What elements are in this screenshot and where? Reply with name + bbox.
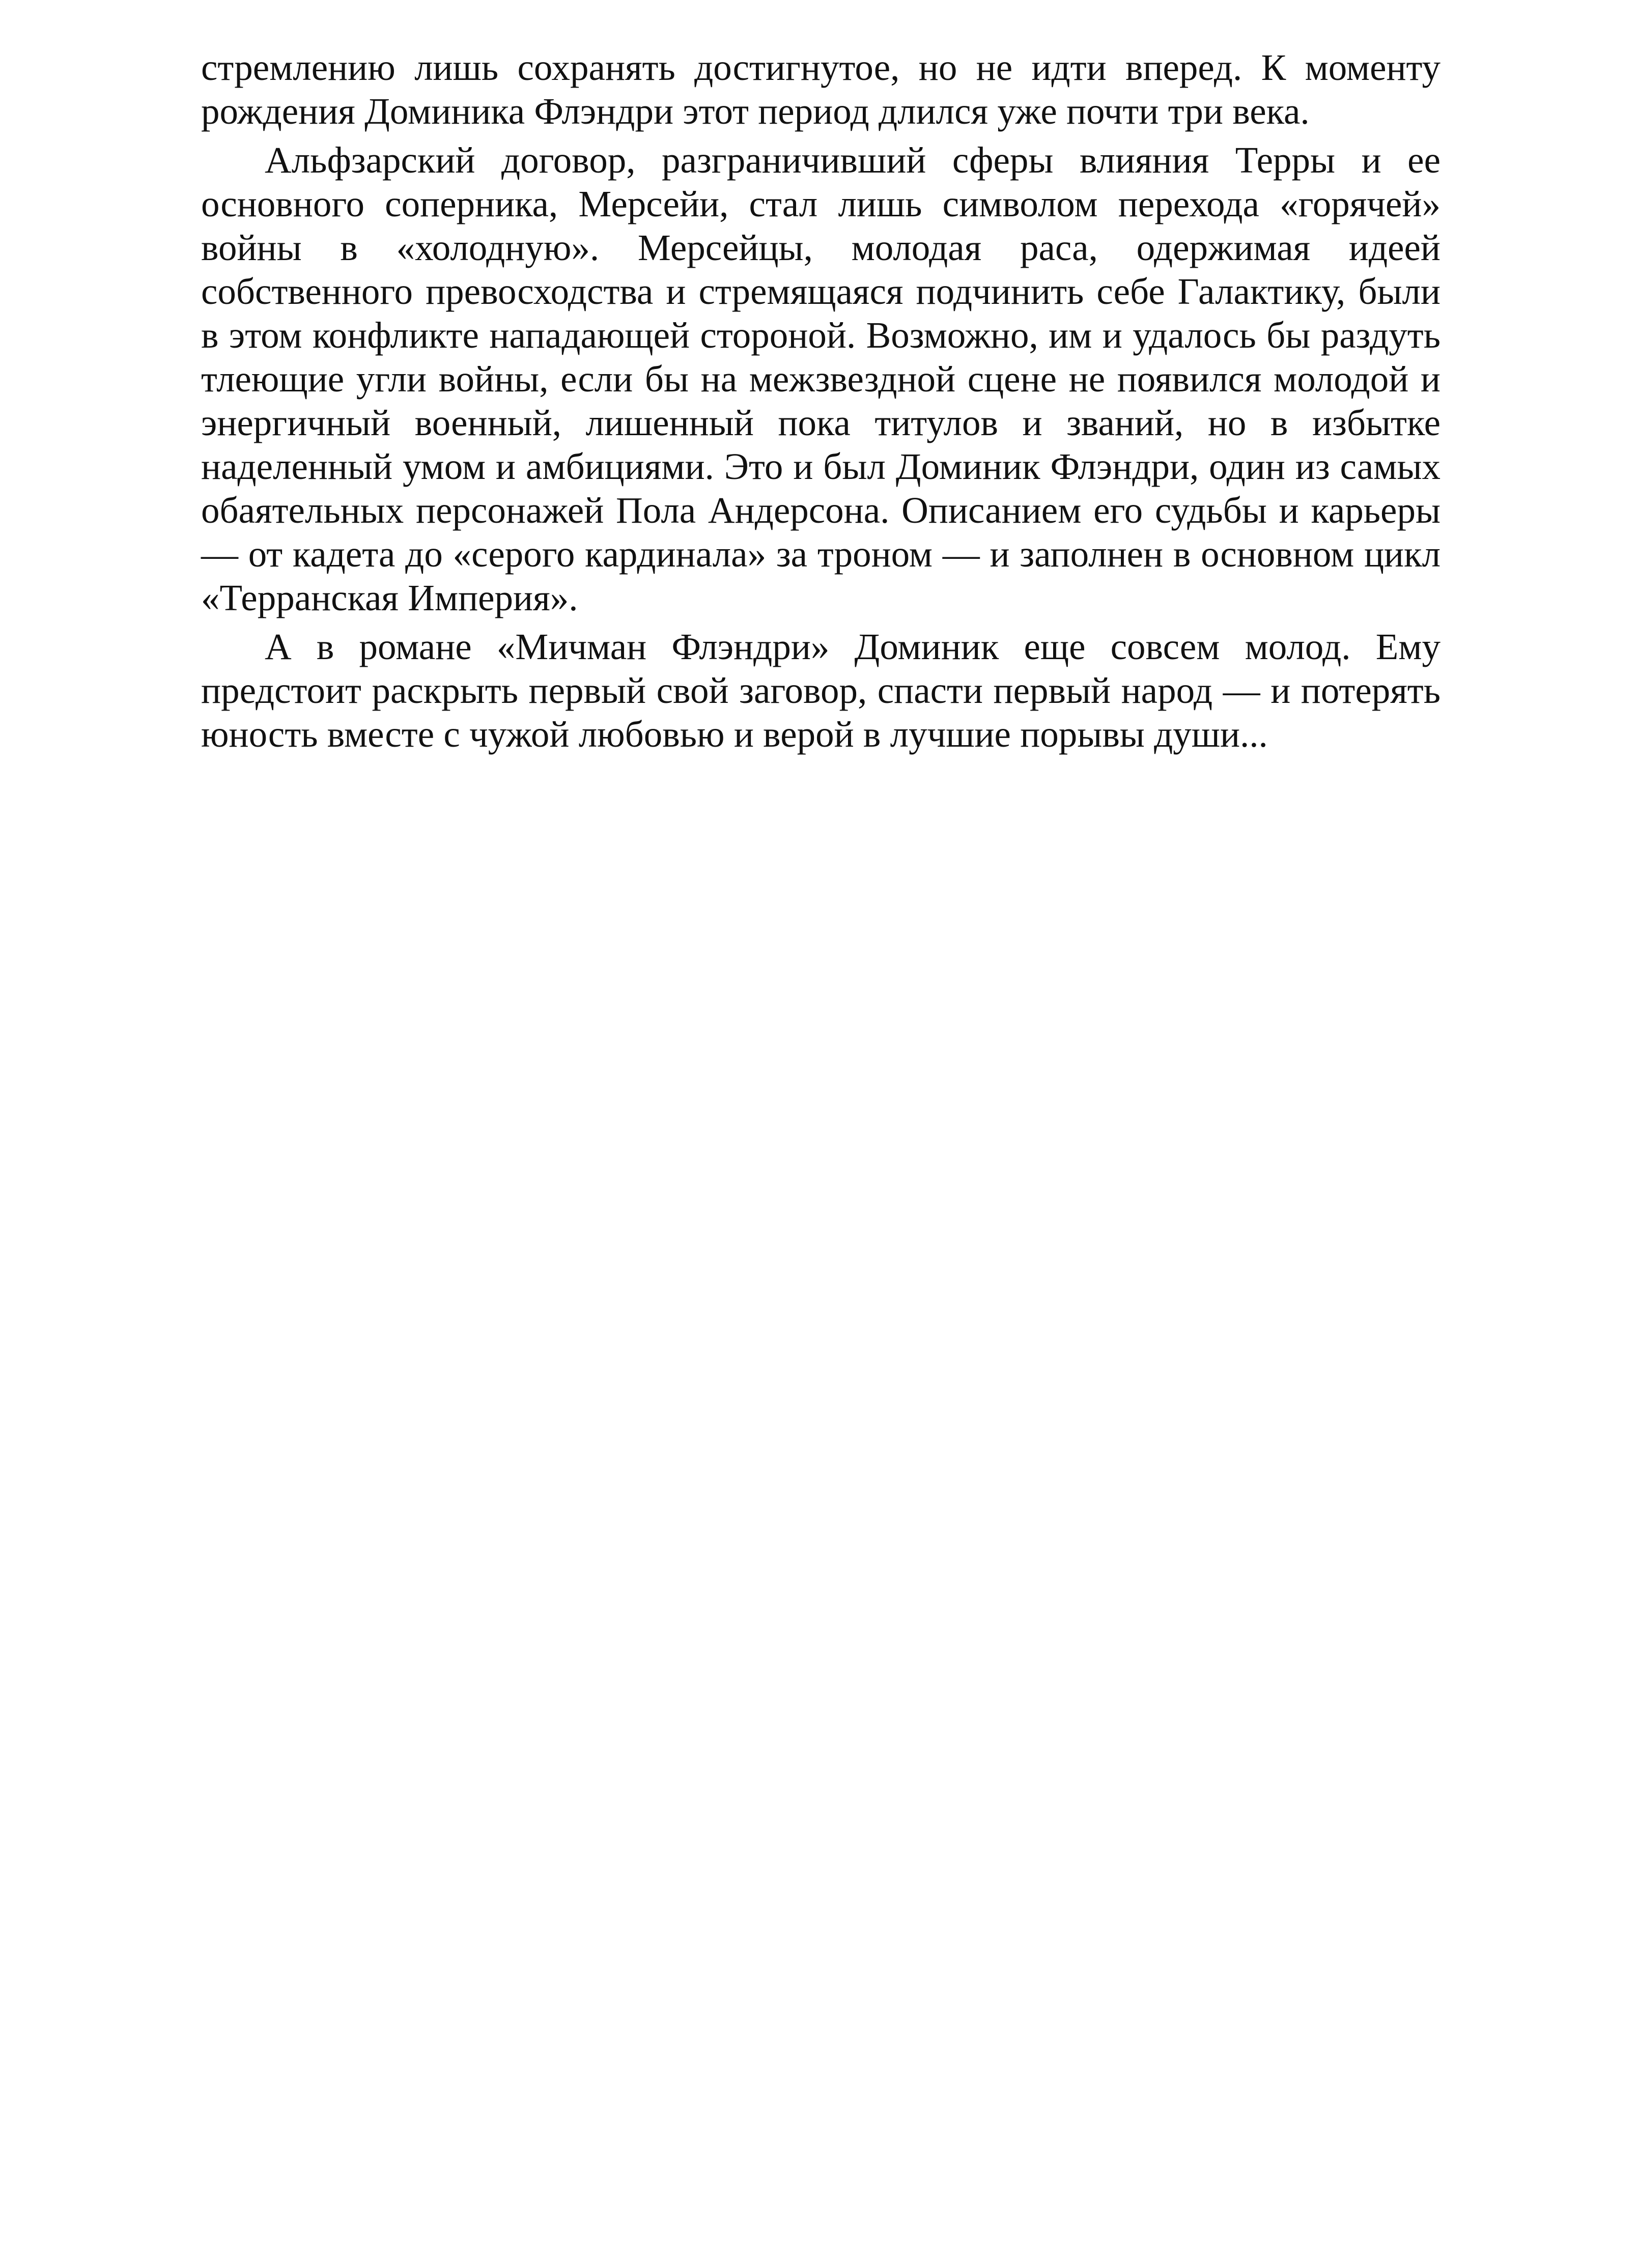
paragraph-midshipman-flandry: А в романе «Мичман Флэндри» Доминик еще совсем молод. Ему предстоит раскрыть первый свой заговор, спасти первый народ — и потерять юность вместе с чужой любовью и верой в лучшие порывы души... <box>201 626 1441 755</box>
book-page <box>201 46 1441 761</box>
paragraph-continuation: стремлению лишь сохранять достигнутое, но не идти вперед. К моменту рождения Доминика Флэндри этот период длился уже почти три века. <box>201 47 1441 132</box>
paragraph-alfzar-treaty: Альфзарский договор, разграничивший сферы влияния Терры и ее основного соперника, Мерсейи, стал лишь символом перехода «горячей» войны в «холодную». Мерсейцы, молодая раса, одержимая идеей собственного превосходства и стремящаяся подчинить себе Галактику, были в этом конфликте нападающей стороной. Возможно, им и удалось бы раздуть тлеющие угли войны, если бы на межзвездной сцене не появился молодой и энергичный военный, лишенный пока титулов и званий, но в избытке наделенный умом и амбициями. Это и был Доминик Флэндри, один из самых обаятельных персонажей Пола Андерсона. Описанием его судьбы и карьеры — от кадета до «серого кардинала» за троном — и заполнен в основном цикл «Терранская Империя». <box>201 139 1441 618</box>
